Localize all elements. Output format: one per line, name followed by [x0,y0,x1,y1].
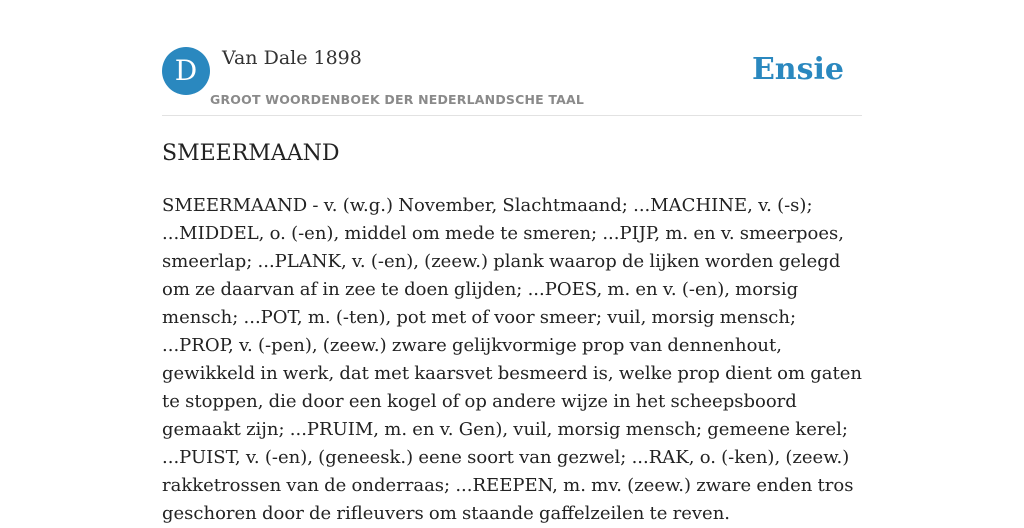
dictionary-subtitle: GROOT WOORDENBOEK DER NEDERLANDSCHE TAAL [210,92,585,107]
dictionary-title[interactable]: Van Dale 1898 [222,47,362,69]
entry-definition: SMEERMAAND - v. (w.g.) November, Slachtmaand; ...MACHINE, v. (-s); ...MIDDEL, o. (-en), middel om mede te smeren; ...PIJP, m. en v. smeerpoes, smeerlap; ...PLANK, v. (-en), (zeew.) plank waarop de lijken worden gelegd om ze daarvan af in zee te doen glijden; ...POES, m. en v. (-en), morsig mensch; ...POT, m. (-ten), pot met of voor smeer; vuil, morsig mensch; ...PROP, v. (-pen), (zeew.) zware gelijkvormige prop van dennenhout, gewikkeld in werk, dat met kaarsvet besmeerd is, welke prop dient om gaten te stoppen, die door een kogel of op andere wijze in het scheepsboord gemaakt zijn; ...PRUIM, m. en v. Gen), vuil, morsig mensch; gemeene kerel; ...PUIST, v. (-en), (geneesk.) eene soort van gezwel; ...RAK, o. (-ken), (zeew.) rakketrossen van de onderraas; ...REEPEN, m. mv. (zeew.) zware enden tros geschoren door de rifleuvers om staande gaffelzeilen te reven. [162,195,862,524]
dictionary-header [162,46,862,116]
dictionary-avatar[interactable]: D [162,47,210,95]
header-divider [162,115,862,116]
entry-headword: SMEERMAAND [162,141,340,166]
brand-logo-link[interactable]: Ensie [751,52,844,87]
